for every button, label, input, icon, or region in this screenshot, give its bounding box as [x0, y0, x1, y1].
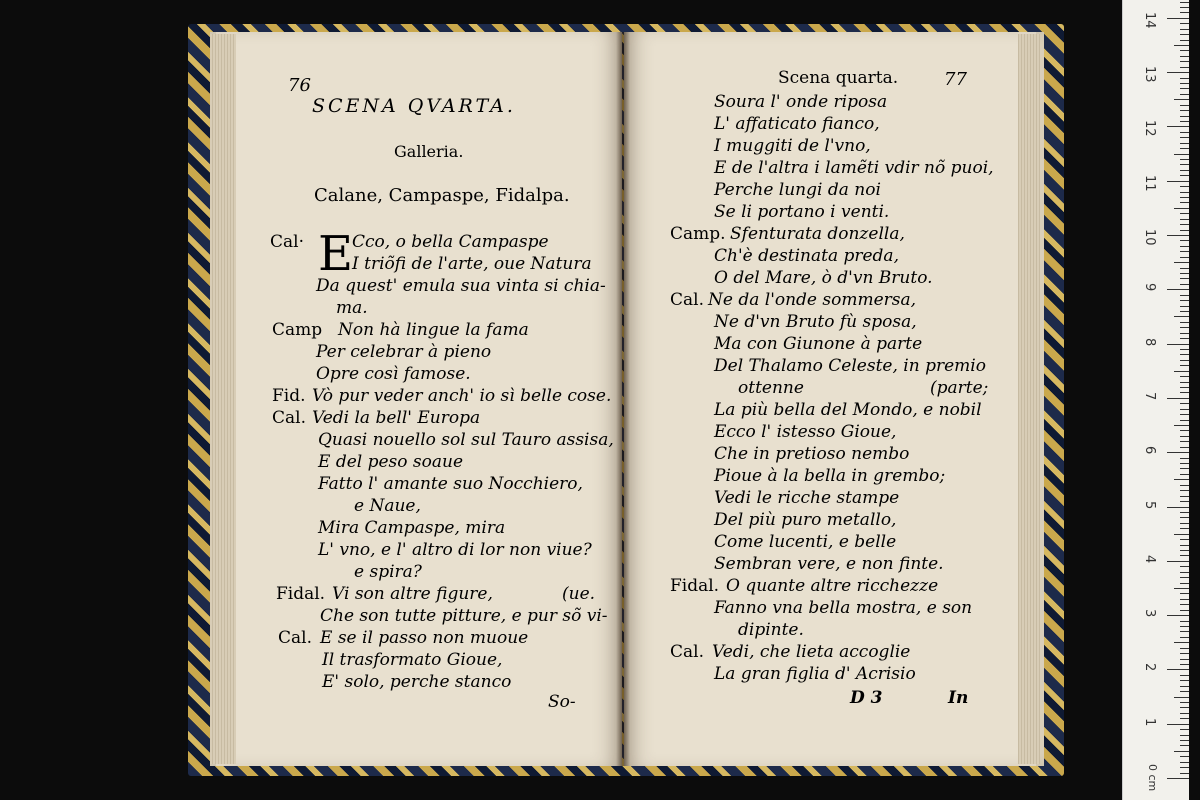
verse-line: (ue. [562, 584, 596, 604]
ruler-tick [1180, 420, 1189, 421]
verse-line: Come lucenti, e belle [714, 532, 897, 552]
ruler-tick [1180, 653, 1189, 654]
signature-mark: D 3 [850, 688, 883, 708]
ruler-tick [1180, 680, 1189, 681]
ruler-tick [1180, 29, 1189, 30]
ruler-tick [1174, 534, 1189, 535]
verse-line: ottenne [738, 378, 804, 398]
catchword: So- [548, 692, 576, 712]
ruler-tick [1180, 707, 1189, 708]
verse-line: O quante altre ricchezze [726, 576, 939, 596]
ruler-number: 7 [1142, 391, 1157, 401]
ruler-tick [1180, 306, 1189, 307]
speaker-label: Cal· [270, 232, 304, 252]
ruler-tick [1167, 18, 1189, 19]
ruler-tick [1180, 740, 1189, 741]
ruler-tick [1180, 354, 1189, 355]
ruler-tick [1180, 767, 1189, 768]
verse-line: L' vno, e l' altro di lor non viue? [318, 540, 592, 560]
ruler-tick [1180, 116, 1189, 117]
ruler-tick [1180, 648, 1189, 649]
ruler-tick [1180, 713, 1189, 714]
ruler-tick [1180, 105, 1189, 106]
verse-line: Vedi la bell' Europa [312, 408, 481, 428]
ruler-tick [1174, 425, 1189, 426]
ruler-number: 14 [1142, 11, 1157, 29]
ruler-tick [1180, 745, 1189, 746]
ruler-number: 9 [1142, 283, 1157, 292]
ruler-tick [1180, 773, 1189, 774]
ruler-tick [1180, 572, 1189, 573]
speaker-label: Cal. [272, 408, 306, 428]
ruler-tick [1180, 273, 1189, 274]
ruler-tick [1180, 463, 1189, 464]
ruler-tick [1180, 631, 1189, 632]
ruler-tick [1167, 344, 1189, 345]
scene-location: Galleria. [394, 142, 464, 161]
ruler-tick [1180, 409, 1189, 410]
ruler-tick [1180, 50, 1189, 51]
verse-line: e Naue, [354, 496, 421, 516]
verse-line: Ma con Giunone à parte [714, 334, 923, 354]
ruler-tick [1174, 45, 1189, 46]
ruler-tick [1180, 496, 1189, 497]
ruler-tick [1180, 170, 1189, 171]
ruler-tick [1180, 78, 1189, 79]
ruler-tick [1180, 436, 1189, 437]
ruler-tick [1180, 311, 1189, 312]
ruler-tick [1174, 262, 1189, 263]
ruler-tick [1180, 604, 1189, 605]
verse-line: Vi son altre figure, [332, 584, 493, 604]
ruler-tick [1180, 528, 1189, 529]
ruler-tick [1167, 289, 1189, 290]
ruler-tick [1180, 192, 1189, 193]
ruler-tick [1180, 34, 1189, 35]
ruler-number: 1 [1142, 717, 1157, 726]
ruler-tick [1180, 110, 1189, 111]
ruler-tick [1180, 441, 1189, 442]
verse-line: Ecco l' istesso Gioue, [714, 422, 897, 442]
ruler-tick [1180, 376, 1189, 377]
ruler-tick [1180, 593, 1189, 594]
verse-line: Soura l' onde riposa [714, 92, 888, 112]
ruler-tick [1180, 284, 1189, 285]
ruler-tick [1180, 555, 1189, 556]
ruler-number: 4 [1142, 554, 1157, 564]
ruler-tick [1180, 2, 1189, 3]
ruler-tick [1180, 121, 1189, 122]
ruler-tick [1180, 468, 1189, 469]
speaker-label: Camp [272, 320, 323, 340]
ruler-tick [1180, 691, 1189, 692]
ruler-tick [1180, 718, 1189, 719]
verse-line: Ne da l'onde sommersa, [708, 290, 917, 310]
ruler-number: 13 [1142, 66, 1157, 83]
ruler-tick [1180, 403, 1189, 404]
ruler-tick [1180, 577, 1189, 578]
verse-line: Che in pretioso nembo [714, 444, 910, 464]
verse-line: E de l'altra i lamẽti vdir nõ puoi, [714, 158, 994, 178]
verse-line: Sfenturata donzella, [730, 224, 905, 244]
verse-line: Il trasformato Gioue, [322, 650, 503, 670]
right-page-edges [1018, 34, 1040, 764]
verse-line: E' solo, perche stanco [322, 672, 512, 692]
ruler-tick [1180, 550, 1189, 551]
measuring-ruler [1122, 0, 1189, 800]
ruler-tick [1180, 67, 1189, 68]
ruler-tick [1180, 729, 1189, 730]
verse-line: Non hà lingue la fama [338, 320, 529, 340]
ruler-number: 8 [1142, 337, 1157, 346]
verse-line: Ch'è destinata preda, [714, 246, 899, 266]
ruler-tick [1180, 610, 1189, 611]
verse-line: Per celebrar à pieno [316, 342, 492, 362]
ruler-tick [1180, 12, 1189, 13]
ruler-tick [1180, 240, 1189, 241]
ruler-tick [1180, 148, 1189, 149]
ruler-tick [1180, 137, 1189, 138]
ruler-tick [1167, 181, 1189, 182]
ruler-tick [1180, 566, 1189, 567]
verse-line: I triõfi de l'arte, oue Natura [352, 254, 592, 274]
ruler-tick [1180, 61, 1189, 62]
verse-line: L' affaticato fianco, [714, 114, 880, 134]
ruler-tick [1180, 219, 1189, 220]
verse-line: Vedi le ricche stampe [714, 488, 900, 508]
verse-line: Opre così famose. [316, 364, 471, 384]
speaker-label: Cal. [278, 628, 312, 648]
scene-characters: Calane, Campaspe, Fidalpa. [314, 185, 570, 206]
ruler-tick [1174, 371, 1189, 372]
ruler-tick [1180, 186, 1189, 187]
ruler-tick [1167, 126, 1189, 127]
ruler-number: 2 [1142, 663, 1157, 672]
ruler-tick [1180, 295, 1189, 296]
ruler-tick [1180, 333, 1189, 334]
ruler-tick [1167, 398, 1189, 399]
verse-line: e spira? [354, 562, 422, 582]
scene-heading: SCENA QVARTA. [312, 95, 516, 117]
ruler-tick [1180, 756, 1189, 757]
verse-line: E del peso soaue [318, 452, 464, 472]
left-page-edges [210, 34, 236, 764]
verse-line: Che son tutte pitture, e pur sõ vi- [320, 606, 608, 626]
speaker-label: Fidal. [670, 576, 720, 596]
ruler-tick [1180, 175, 1189, 176]
verse-line: E se il passo non muoue [320, 628, 529, 648]
ruler-tick [1180, 257, 1189, 258]
ruler-number: 6 [1142, 446, 1157, 455]
ruler-tick [1180, 392, 1189, 393]
verse-line: Pioue à la bella in grembo; [714, 466, 946, 486]
ruler-tick [1180, 702, 1189, 703]
verse-line: dipinte. [738, 620, 804, 640]
ruler-tick [1180, 360, 1189, 361]
ruler-tick [1180, 539, 1189, 540]
ruler-tick [1180, 83, 1189, 84]
ruler-tick [1167, 778, 1189, 779]
ruler-tick [1180, 735, 1189, 736]
speaker-label: Cal. [670, 642, 704, 662]
ruler-tick [1180, 659, 1189, 660]
ruler-number: 10 [1142, 229, 1157, 246]
ruler-tick [1180, 338, 1189, 339]
speaker-label: Cal. [670, 290, 704, 310]
verse-line: La più bella del Mondo, e nobil [714, 400, 982, 420]
verse-line: I muggiti de l'vno, [714, 136, 871, 156]
ruler-tick [1167, 669, 1189, 670]
ruler-tick [1180, 512, 1189, 513]
ruler-tick [1180, 202, 1189, 203]
ruler-tick [1180, 143, 1189, 144]
ruler-tick [1180, 268, 1189, 269]
ruler-tick [1180, 637, 1189, 638]
ruler-tick [1180, 664, 1189, 665]
ruler-tick [1180, 626, 1189, 627]
verse-line: Fanno vna bella mostra, e son [714, 598, 973, 618]
speaker-label: Fid. [272, 386, 306, 406]
ruler-tick [1180, 300, 1189, 301]
ruler-tick [1180, 583, 1189, 584]
ruler-tick [1180, 327, 1189, 328]
ruler-tick [1174, 697, 1189, 698]
ruler-tick [1180, 686, 1189, 687]
ruler-tick [1180, 474, 1189, 475]
ruler-number: 3 [1142, 609, 1157, 618]
ruler-tick [1167, 235, 1189, 236]
verse-line: Quasi nouello sol sul Tauro assisa, [318, 430, 614, 450]
ruler-tick [1167, 724, 1189, 725]
ruler-tick [1174, 154, 1189, 155]
verse-line: Sembran vere, e non finte. [714, 554, 944, 574]
verse-line: Perche lungi da noi [714, 180, 881, 200]
ruler-tick [1174, 479, 1189, 480]
ruler-number: 5 [1142, 500, 1157, 509]
verse-line: Vò pur veder anch' io sì belle cose. [312, 386, 612, 406]
running-head: Scena quarta. [778, 68, 899, 88]
right-page-number: 77 [944, 69, 967, 90]
ruler-tick [1180, 40, 1189, 41]
ruler-tick [1174, 642, 1189, 643]
ruler-tick [1167, 72, 1189, 73]
ruler-tick [1180, 523, 1189, 524]
ruler-tick [1180, 322, 1189, 323]
ruler-tick [1167, 507, 1189, 508]
verse-line: Da quest' emula sua vinta si chia- [316, 276, 606, 296]
ruler-tick [1180, 7, 1189, 8]
verse-line: Del più puro metallo, [714, 510, 897, 530]
ruler-tick [1167, 615, 1189, 616]
drop-cap: E [318, 226, 354, 282]
ruler-tick [1180, 501, 1189, 502]
ruler-tick [1180, 517, 1189, 518]
verse-line: Fatto l' amante suo Nocchiero, [318, 474, 583, 494]
ruler-tick [1180, 387, 1189, 388]
ruler-tick [1180, 621, 1189, 622]
verse-line: Mira Campaspe, mira [318, 518, 506, 538]
verse-line: Del Thalamo Celeste, in premio [714, 356, 986, 376]
ruler-tick [1180, 599, 1189, 600]
ruler-tick [1180, 762, 1189, 763]
verse-line: (parte; [930, 378, 989, 398]
speaker-label: Camp. [670, 224, 726, 244]
book-gutter [616, 32, 630, 766]
catchword: In [948, 688, 969, 708]
verse-line: ma. [336, 298, 368, 318]
verse-line: Vedi, che lieta accoglie [712, 642, 911, 662]
ruler-tick [1174, 588, 1189, 589]
verse-line: Se li portano i venti. [714, 202, 890, 222]
ruler-tick [1174, 208, 1189, 209]
ruler-tick [1180, 164, 1189, 165]
verse-line: La gran figlia d' Acrisio [714, 664, 916, 684]
ruler-tick [1180, 382, 1189, 383]
ruler-tick [1180, 458, 1189, 459]
ruler-tick [1180, 213, 1189, 214]
ruler-tick [1167, 561, 1189, 562]
ruler-tick [1180, 365, 1189, 366]
ruler-tick [1180, 447, 1189, 448]
ruler-number: 11 [1142, 174, 1157, 192]
ruler-tick [1180, 224, 1189, 225]
ruler-tick [1174, 751, 1189, 752]
ruler-tick [1180, 23, 1189, 24]
ruler-tick [1180, 56, 1189, 57]
ruler-tick [1180, 159, 1189, 160]
ruler-tick [1174, 99, 1189, 100]
ruler-tick [1180, 414, 1189, 415]
ruler-tick [1180, 278, 1189, 279]
left-page-number: 76 [288, 75, 311, 96]
ruler-tick [1180, 94, 1189, 95]
ruler-tick [1180, 132, 1189, 133]
verse-line: O del Mare, ò d'vn Bruto. [714, 268, 933, 288]
ruler-tick [1180, 251, 1189, 252]
ruler-tick [1174, 316, 1189, 317]
ruler-tick [1167, 452, 1189, 453]
verse-line: Cco, o bella Campaspe [352, 232, 549, 252]
ruler-tick [1180, 88, 1189, 89]
ruler-unit-label: 0 cm [1146, 764, 1159, 792]
ruler-tick [1180, 485, 1189, 486]
speaker-label: Fidal. [276, 584, 326, 604]
ruler-number: 12 [1142, 120, 1157, 137]
ruler-tick [1180, 430, 1189, 431]
ruler-tick [1180, 246, 1189, 247]
ruler-tick [1180, 545, 1189, 546]
ruler-tick [1180, 675, 1189, 676]
ruler-tick [1180, 490, 1189, 491]
ruler-tick [1180, 349, 1189, 350]
ruler-tick [1180, 197, 1189, 198]
verse-line: Ne d'vn Bruto fù sposa, [714, 312, 917, 332]
ruler-tick [1180, 230, 1189, 231]
